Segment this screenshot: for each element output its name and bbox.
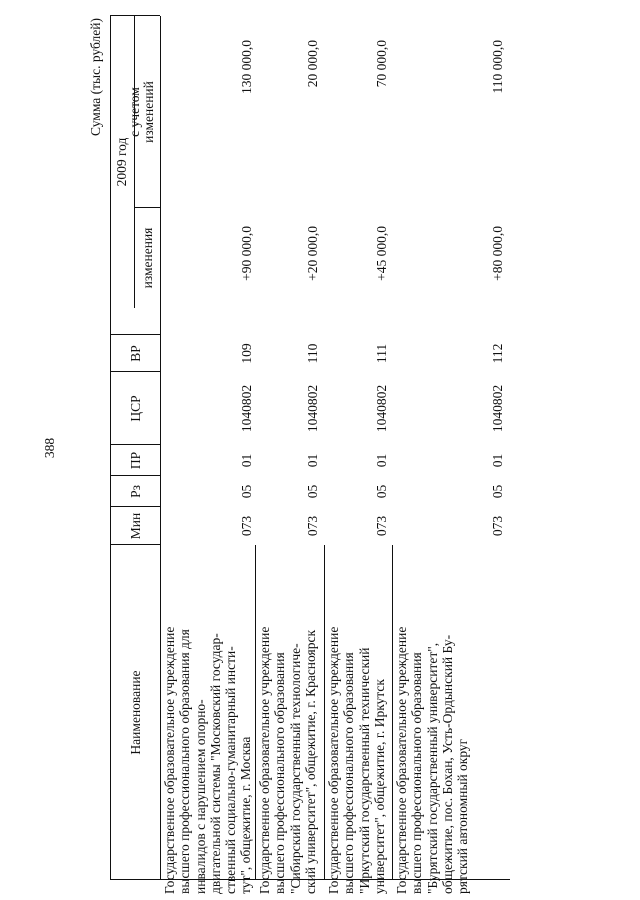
name-line: Государственное образовательное учреждение bbox=[394, 626, 409, 894]
table-row-3-min: 073 bbox=[374, 515, 389, 537]
name-line: общежитие, пос. Бохан, Усть-Ордынский Бу- bbox=[439, 634, 455, 894]
header-csr: ЦСР bbox=[128, 395, 143, 422]
name-line: Государственное образовательное учреждение bbox=[257, 626, 272, 894]
table-row-1-change: +90 000,0 bbox=[239, 226, 254, 281]
table-row-1-pr: 01 bbox=[239, 453, 254, 468]
name-line: высшего профессионального образования bbox=[409, 652, 425, 894]
table-row-2-csr: 1040802 bbox=[305, 384, 320, 433]
name-line: рятский автономный округ bbox=[455, 738, 471, 894]
name-line: "Бурятский государственный университет", bbox=[424, 642, 440, 894]
header-with-changes-line2: изменений bbox=[141, 81, 156, 143]
table-row-4-pr: 01 bbox=[490, 453, 505, 468]
table-row-4-total: 110 000,0 bbox=[490, 40, 505, 94]
table-row-3-vr: 111 bbox=[374, 343, 389, 364]
table-row-3-pr: 01 bbox=[374, 453, 389, 468]
name-line: высшего профессионального образования bbox=[272, 652, 288, 894]
header-pr: ПР bbox=[128, 451, 143, 470]
name-line: "Иркутский государственный технический bbox=[356, 647, 372, 894]
table-row-3-change: +45 000,0 bbox=[374, 226, 389, 281]
name-line: "Сибирский государственный технологиче- bbox=[287, 643, 303, 894]
table-row-3-csr: 1040802 bbox=[374, 384, 389, 433]
table-row-2-total: 20 000,0 bbox=[305, 40, 320, 88]
table-top-border bbox=[110, 16, 111, 880]
header-with-changes-line1: с учетом bbox=[127, 87, 142, 137]
name-line: ственный социально-гуманитарный инсти- bbox=[223, 646, 239, 894]
table-row-2-pr: 01 bbox=[305, 453, 320, 468]
name-line: университет", общежитие, г. Иркутск bbox=[371, 679, 387, 894]
name-line: высшего профессионального образования bbox=[341, 652, 357, 894]
table-row-4-rz: 05 bbox=[490, 484, 505, 499]
name-line: Государственное образовательное учреждение bbox=[162, 626, 177, 894]
table-row-4-vr: 112 bbox=[490, 343, 505, 364]
header-bottom-border bbox=[160, 16, 161, 880]
table-row-3-rz: 05 bbox=[374, 484, 389, 499]
name-line: двигательной системы "Московский государ- bbox=[207, 633, 223, 894]
table-row-2-vr: 110 bbox=[305, 343, 320, 364]
table-row-4-change: +80 000,0 bbox=[490, 226, 505, 281]
header-with-changes bbox=[128, 16, 156, 208]
row-separator-2 bbox=[324, 545, 325, 880]
header-year: 2009 год bbox=[114, 137, 129, 187]
table-row-4-csr: 1040802 bbox=[490, 384, 505, 433]
row-separator-1 bbox=[255, 545, 256, 880]
header-min: Мин bbox=[128, 512, 143, 540]
table-row-1-vr: 109 bbox=[239, 343, 254, 364]
table-row-2-change: +20 000,0 bbox=[305, 226, 320, 281]
header-name: Наименование bbox=[128, 670, 143, 755]
header-rz: Рз bbox=[128, 485, 143, 498]
table-row-3-total: 70 000,0 bbox=[374, 40, 389, 88]
table-row-4-min: 073 bbox=[490, 515, 505, 537]
table-row-2-name bbox=[257, 549, 318, 894]
table-row-1-rz: 05 bbox=[239, 484, 254, 499]
table-row-4-name bbox=[394, 549, 470, 894]
table-row-1-name bbox=[162, 549, 254, 894]
header-changes: изменения bbox=[140, 227, 155, 289]
name-line: Государственное образовательное учреждение bbox=[326, 626, 341, 894]
name-line: тут", общежитие, г. Москва bbox=[238, 736, 254, 894]
units-header: Сумма (тыс. рублей) bbox=[88, 18, 103, 136]
row-separator-3 bbox=[392, 545, 393, 880]
page-number: 388 bbox=[42, 437, 57, 459]
table-row-2-min: 073 bbox=[305, 515, 320, 537]
table-row-1-total: 130 000,0 bbox=[239, 40, 254, 94]
name-line: инвалидов с нарушением опорно- bbox=[192, 699, 208, 894]
header-vr: ВР bbox=[128, 345, 143, 362]
table-row-1-csr: 1040802 bbox=[239, 384, 254, 433]
table-row-1-min: 073 bbox=[239, 515, 254, 537]
table-row-3-name bbox=[326, 549, 387, 894]
name-line: ский университет", общежитие, г. Красноярск bbox=[302, 629, 318, 894]
table-row-2-rz: 05 bbox=[305, 484, 320, 499]
name-line: высшего профессионального образования для bbox=[177, 629, 193, 894]
